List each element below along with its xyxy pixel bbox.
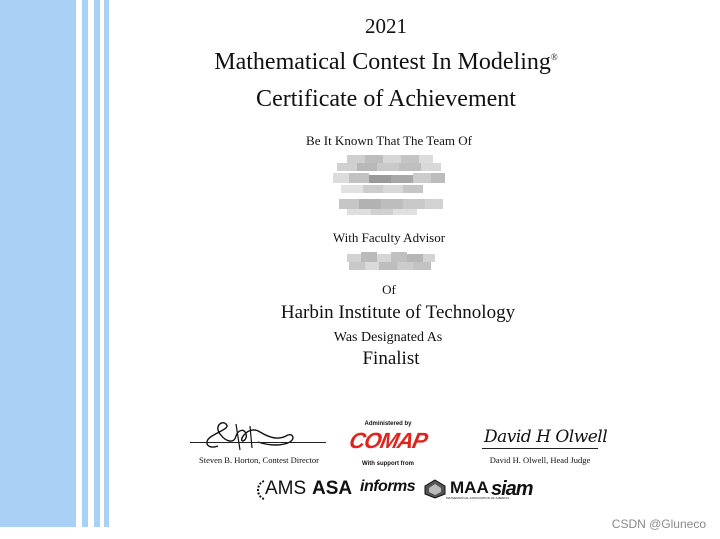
- team-intro: Be It Known That The Team Of: [306, 133, 472, 148]
- signature-right: David H Olwell: [484, 427, 608, 447]
- contest-name: [214, 49, 557, 76]
- decorative-stripes: [0, 0, 110, 527]
- stripe-thin: [104, 0, 109, 527]
- ams-logo: [265, 478, 306, 500]
- signature-left: [196, 420, 331, 454]
- signature-caption-right: David H. Olwell, Head Judge: [489, 455, 591, 465]
- maa-emblem-icon: [424, 479, 446, 499]
- maa-subtitle: MATHEMATICAL ASSOCIATION OF AMERICA: [446, 496, 510, 500]
- certificate-title: Certificate of Achievement: [256, 86, 516, 112]
- stripe-wide: [0, 0, 76, 527]
- ams-logo-text: AMS: [265, 478, 307, 499]
- asa-logo: ASA: [312, 478, 353, 499]
- certificate-year: 2021: [365, 14, 407, 38]
- of-label: Of: [382, 282, 396, 297]
- institution-name: Harbin Institute of Technology: [280, 302, 516, 323]
- advisor-intro: With Faculty Advisor: [332, 230, 446, 245]
- informs-logo: informs: [360, 478, 416, 495]
- maa-logo: MAA: [450, 478, 489, 497]
- signature-line-right: [482, 448, 598, 449]
- registered-mark: ®: [550, 52, 558, 62]
- siam-logo: siam: [491, 478, 533, 500]
- administered-by-label: Administered by: [364, 421, 412, 427]
- csdn-watermark: CSDN @Gluneco: [611, 517, 706, 531]
- redacted-advisor-name: [347, 252, 437, 272]
- support-from-label: With support from: [362, 461, 414, 467]
- redacted-team-names: [333, 155, 447, 217]
- stripe-thin: [94, 0, 100, 527]
- designated-label: Was Designated As: [333, 330, 443, 345]
- pixelation-mosaic: [333, 155, 447, 217]
- signature-caption-left: Steven B. Horton, Contest Director: [199, 455, 319, 465]
- contest-name-text: Mathematical Contest In Modeling: [214, 49, 551, 75]
- comap-logo: COMAP: [347, 428, 430, 453]
- pixelation-mosaic: [347, 252, 437, 272]
- award-level: Finalist: [362, 348, 420, 369]
- signature-line-left: [190, 442, 326, 443]
- stripe-thin: [82, 0, 88, 527]
